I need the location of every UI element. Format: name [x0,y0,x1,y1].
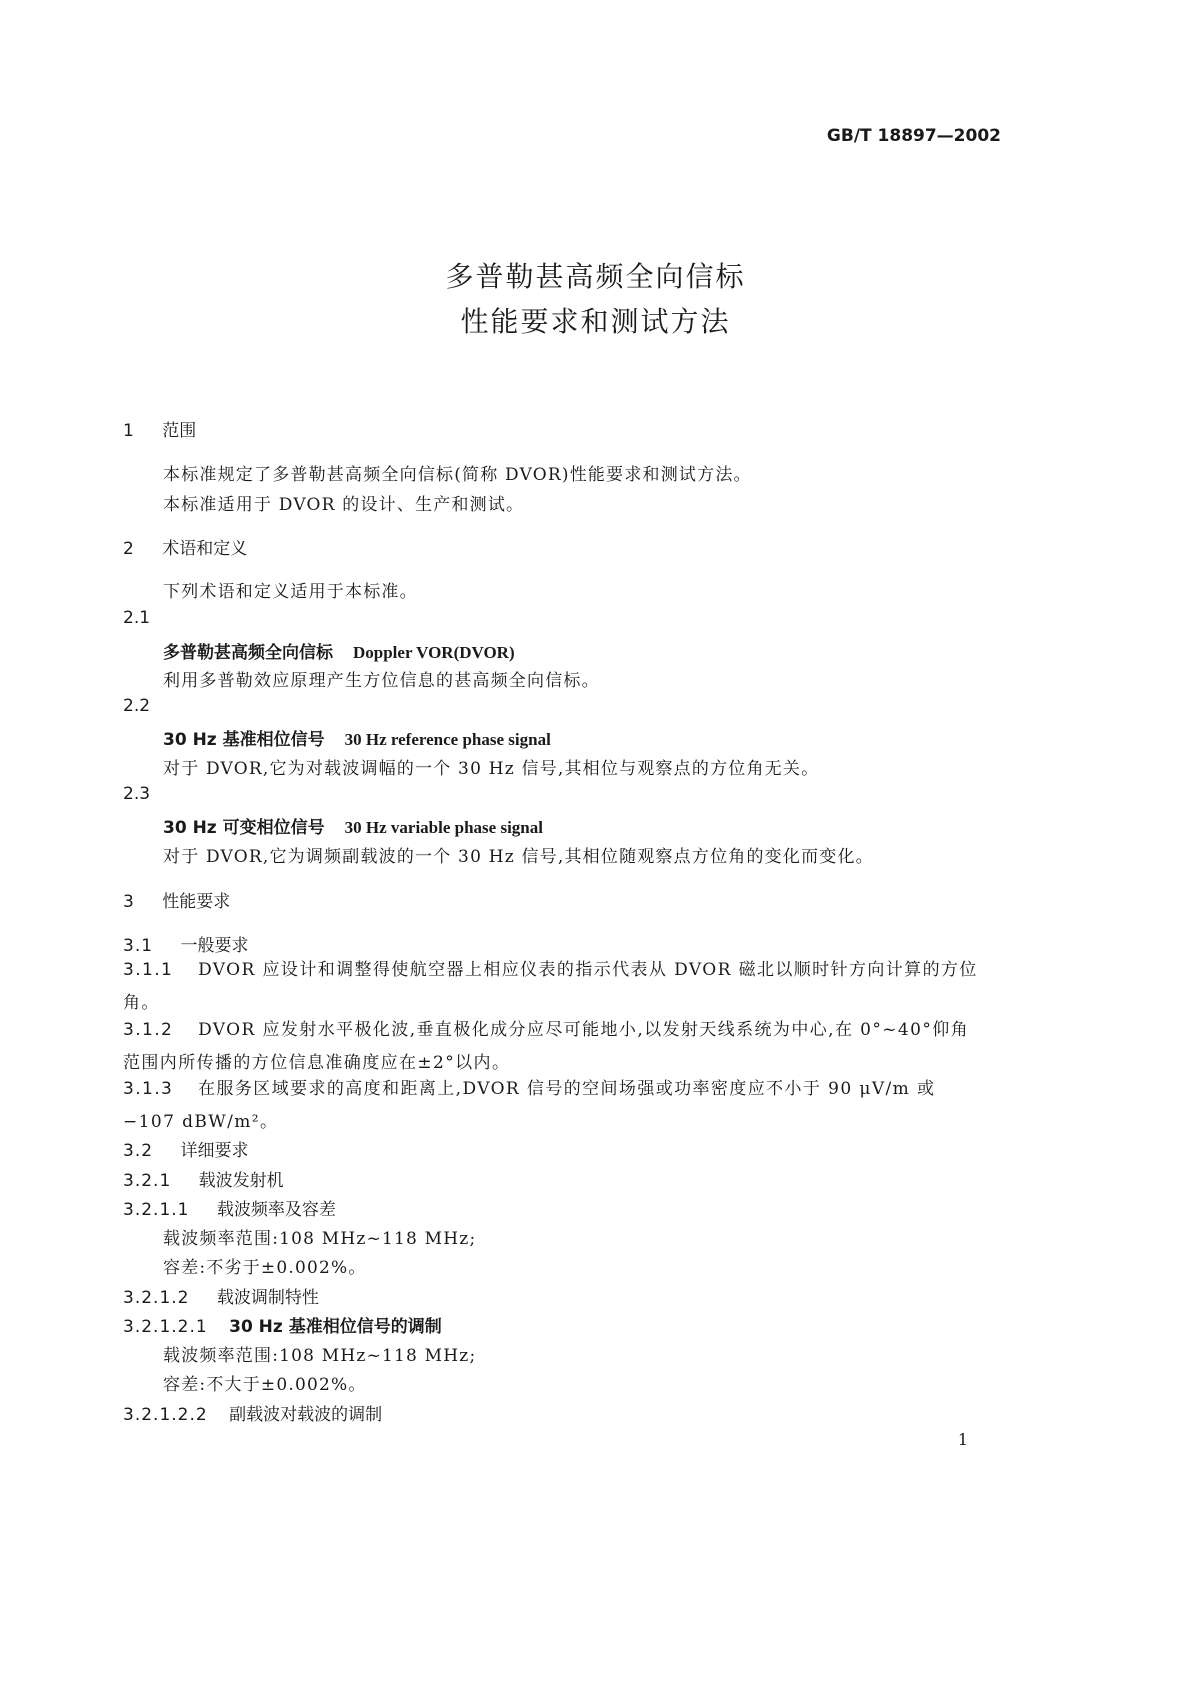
requirement-line: 载波频率范围:108 MHz~118 MHz; [163,1229,477,1249]
term-definition: 利用多普勒效应原理产生方位信息的甚高频全向信标。 [163,671,600,691]
subsection-3-2-1-2-2-heading [123,1400,382,1425]
paragraph: 本标准规定了多普勒甚高频全向信标(简称 DVOR)性能要求和测试方法。 [163,465,752,485]
document-title-line2: 性能要求和测试方法 [460,305,731,338]
section-number: 2 [123,539,135,559]
section-title: 副载波对载波的调制 [229,1405,383,1425]
clause-number: 3.1.2 [123,1020,174,1040]
section-number: 3.2 [123,1141,154,1161]
section-title: 载波频率及容差 [216,1200,336,1220]
term-english: 30 Hz reference phase signal [344,730,551,749]
section-title: 范围 [162,421,197,441]
clause-text: 在服务区域要求的高度和距离上,DVOR 信号的空间场强或功率密度应不小于 90 μV/m 或−107 dBW/m²。 [123,1079,936,1132]
term-chinese: 30 Hz 可变相位信号 [163,818,325,838]
subsection-3-2-1-1-heading [123,1195,336,1220]
section-title: 载波发射机 [198,1171,284,1191]
section-number: 3.2.1.2.2 [123,1405,208,1425]
requirement-line: 容差:不大于±0.002%。 [163,1375,367,1395]
clause-3-1-2 [123,1014,983,1080]
term-english: 30 Hz variable phase signal [344,818,543,837]
term-entry [163,813,543,838]
section-number: 3.2.1 [123,1171,172,1191]
clause-number: 3.1.1 [123,960,174,980]
document-title-line1: 多普勒甚高频全向信标 [445,260,746,293]
clause-text: DVOR 应发射水平极化波,垂直极化成分应尽可能地小,以发射天线系统为中心,在 0°~40°仰角范围内所传播的方位信息准确度应在±2°以内。 [123,1020,970,1073]
requirement-line: 容差:不劣于±0.002%。 [163,1258,367,1278]
section-number: 3.2.1.1 [123,1200,190,1220]
section-title: 术语和定义 [162,539,248,559]
clause-3-1-3 [123,1073,983,1139]
subsection-3-2-heading [123,1136,248,1161]
term-chinese: 多普勒甚高频全向信标 [163,643,333,663]
section-number: 3.2.1.2.1 [123,1317,208,1337]
term-definition: 对于 DVOR,它为调频副载波的一个 30 Hz 信号,其相位随观察点方位角的变化而变化。 [163,847,874,867]
term-chinese: 30 Hz 基准相位信号 [163,730,325,750]
clause-3-1-1 [123,954,983,1020]
standard-number: GB/T 18897—2002 [826,126,1001,146]
section-1-heading [123,416,196,441]
subsection-3-1-heading [123,931,248,956]
section-number: 3.1 [123,936,154,956]
clause-text: DVOR 应设计和调整得使航空器上相应仪表的指示代表从 DVOR 磁北以顺时针方向计算的方位角。 [123,960,978,1013]
subsection-3-2-1-2-1-heading [123,1312,442,1337]
section-number: 3 [123,892,135,912]
page-number: 1 [957,1430,968,1449]
subsection-3-2-1-2-heading [123,1283,319,1308]
term-entry [163,725,551,750]
section-3-heading [123,887,230,912]
section-title: 30 Hz 基准相位信号的调制 [229,1317,442,1337]
requirement-line: 载波频率范围:108 MHz~118 MHz; [163,1346,477,1366]
subsection-3-2-1-heading [123,1166,284,1191]
clause-number: 2.1 [123,608,151,628]
clause-number: 2.3 [123,784,151,804]
term-definition: 对于 DVOR,它为对载波调幅的一个 30 Hz 信号,其相位与观察点的方位角无关。 [163,759,820,779]
paragraph: 下列术语和定义适用于本标准。 [163,582,418,602]
term-english: Doppler VOR(DVOR) [353,643,515,662]
section-title: 一般要求 [180,936,249,956]
section-2-heading [123,534,247,559]
clause-number: 3.1.3 [123,1079,174,1099]
section-title: 性能要求 [162,892,231,912]
term-entry [163,638,515,663]
section-number: 1 [123,421,135,441]
section-title: 载波调制特性 [216,1288,319,1308]
paragraph: 本标准适用于 DVOR 的设计、生产和测试。 [163,495,525,515]
clause-number: 2.2 [123,696,151,716]
section-title: 详细要求 [180,1141,249,1161]
section-number: 3.2.1.2 [123,1288,190,1308]
